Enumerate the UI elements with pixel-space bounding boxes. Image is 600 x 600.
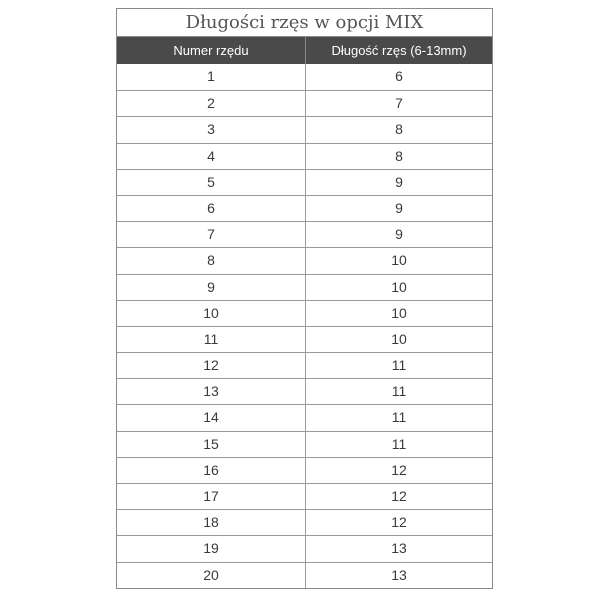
lash-length-cell: 7: [395, 95, 403, 112]
table-title: Długości rzęs w opcji MIX: [117, 9, 492, 37]
lash-length-cell: 12: [391, 461, 407, 478]
row-number-cell: 9: [117, 275, 306, 300]
table-row: [117, 116, 492, 142]
row-number-cell: 6: [117, 196, 306, 221]
table-row: [117, 483, 492, 509]
row-number-cell: 4: [117, 144, 306, 169]
lash-length-cell: 13: [391, 566, 407, 583]
row-number-cell: 16: [117, 458, 306, 483]
lash-length-cell: 10: [391, 304, 407, 321]
lash-length-cell: 11: [391, 357, 407, 374]
table-row: [117, 300, 492, 326]
row-number-cell: 11: [117, 327, 306, 352]
table-row: [117, 352, 492, 378]
lash-length-cell: 11: [391, 383, 407, 400]
lash-length-cell: 9: [395, 173, 403, 190]
row-number-cell: 2: [117, 91, 306, 116]
header-lash-length: Długość rzęs (6-13mm): [331, 43, 467, 58]
row-number-cell: 19: [117, 536, 306, 561]
lash-length-cell: 10: [391, 278, 407, 295]
lash-length-cell: 9: [395, 226, 403, 243]
table-row: [117, 221, 492, 247]
table-row: [117, 247, 492, 273]
table-row: [117, 404, 492, 430]
row-number-cell: 8: [117, 248, 306, 273]
lash-length-cell: 11: [391, 409, 407, 426]
table-row: [117, 64, 492, 90]
table-row: [117, 274, 492, 300]
lash-length-cell: 10: [391, 252, 407, 269]
lash-length-cell: 13: [391, 540, 407, 557]
table-row: [117, 562, 492, 588]
table-row: [117, 90, 492, 116]
row-number-cell: 12: [117, 353, 306, 378]
row-number-cell: 17: [117, 484, 306, 509]
table-row: [117, 535, 492, 561]
row-number-cell: 10: [117, 301, 306, 326]
row-number-cell: 13: [117, 379, 306, 404]
row-number-cell: 1: [117, 64, 306, 90]
lash-length-cell: 6: [395, 68, 403, 84]
lash-length-cell: 12: [391, 488, 407, 504]
row-number-cell: 5: [117, 170, 306, 195]
table-body: [117, 64, 492, 588]
table-row: [117, 169, 492, 195]
table-row: [117, 509, 492, 535]
lash-length-cell: 8: [395, 147, 403, 164]
row-number-cell: 3: [117, 117, 306, 142]
lash-length-cell: 10: [391, 330, 407, 347]
row-number-cell: 20: [117, 563, 306, 588]
row-number-cell: 7: [117, 222, 306, 247]
table-row: [117, 326, 492, 352]
header-row-number: Numer rzędu: [117, 37, 306, 64]
table-row: [117, 457, 492, 483]
row-number-cell: 18: [117, 510, 306, 535]
lash-length-cell: 11: [391, 435, 407, 452]
row-number-cell: 14: [117, 405, 306, 430]
lash-length-cell: 8: [395, 121, 403, 138]
lash-length-cell: 9: [395, 199, 403, 216]
table-row: [117, 378, 492, 404]
lash-length-cell: 12: [391, 514, 407, 531]
row-number-cell: 15: [117, 432, 306, 457]
table-row: [117, 143, 492, 169]
table-header: [117, 37, 492, 64]
table-row: [117, 431, 492, 457]
lash-length-table: [116, 8, 493, 589]
table-row: [117, 195, 492, 221]
